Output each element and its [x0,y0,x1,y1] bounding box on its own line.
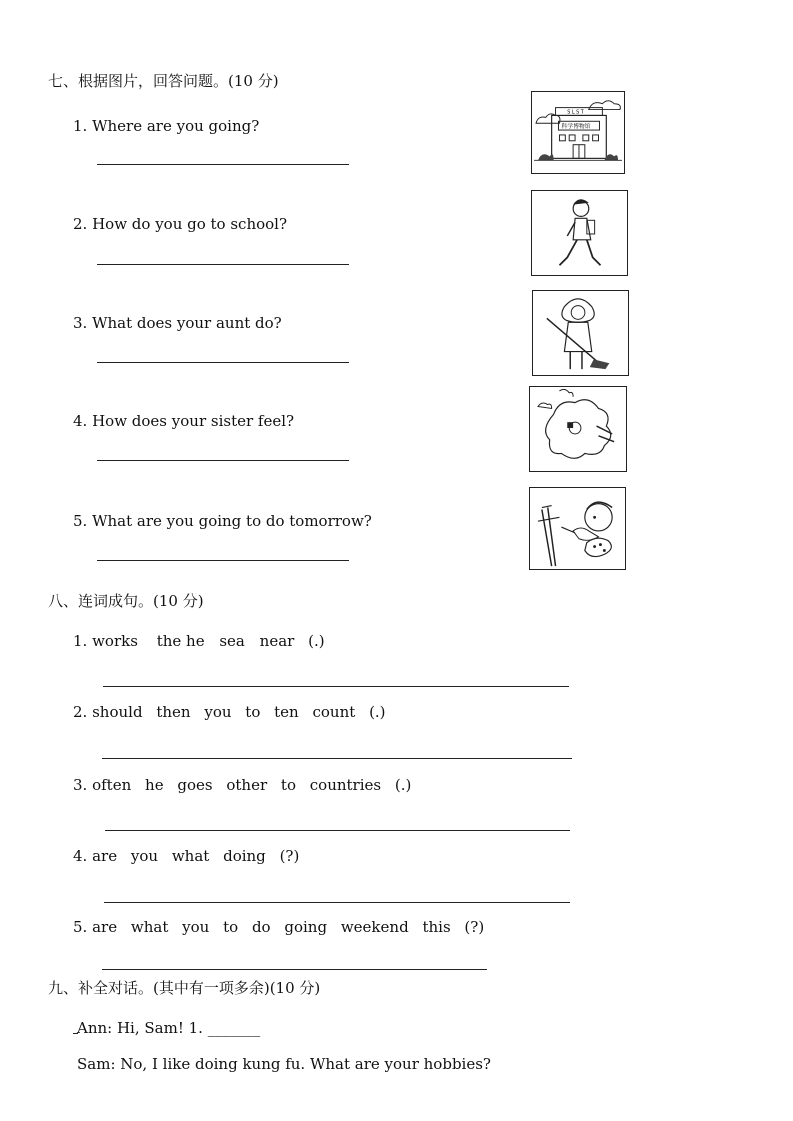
item-number: 2. [73,703,88,721]
dialogue-line-1: Ann: Hi, Sam! 1. _______ [77,1019,261,1037]
sentence-item-2 [73,703,386,721]
answer-line-8-4[interactable] [104,902,570,903]
word: other [226,776,268,794]
word: going [284,918,328,936]
answer-line-1[interactable] [97,164,349,165]
word: this [422,918,451,936]
word: ten [274,703,299,721]
word: works [92,632,138,650]
question-3: 3. What does your aunt do? [73,314,282,332]
answer-line-4[interactable] [97,460,349,461]
answer-line-2[interactable] [97,264,349,265]
school-sign-text: 科学博物馆 [561,124,591,131]
word: goes [177,776,213,794]
angry-girl-icon [530,387,626,471]
word: (.) [369,703,386,721]
dialogue-line-2: Sam: No, I like doing kung fu. What are your hobbies? [77,1055,491,1073]
word: you [130,847,159,865]
sentence-item-4 [73,847,299,865]
answer-line-5[interactable] [97,560,349,561]
school-roof-text: S L S T [567,109,584,116]
word: to [245,703,261,721]
item-number: 1. [73,632,88,650]
word: what [130,918,169,936]
word: weekend [340,918,409,936]
word: the he [156,632,205,650]
dialogue-line-mark [73,1033,78,1034]
word: (?) [464,918,485,936]
question-4: 4. How does your sister feel? [73,412,295,430]
word: near [259,632,295,650]
word: doing [223,847,266,865]
word: then [156,703,191,721]
answer-line-8-1[interactable] [103,686,569,687]
angry-girl-picture [529,386,627,472]
school-building-picture [531,91,625,174]
answer-line-8-2[interactable] [102,758,572,759]
word: should [92,703,143,721]
question-1: 1. Where are you going? [73,117,260,135]
word: often [92,776,132,794]
question-2: 2. How do you go to school? [73,215,288,233]
word: he [145,776,164,794]
word: (?) [279,847,300,865]
word: countries [309,776,382,794]
woman-sweeping-icon [533,291,628,375]
answer-line-3[interactable] [97,362,349,363]
word: you [204,703,232,721]
word: to [280,776,296,794]
walking-boy-picture [531,190,628,276]
word: count [312,703,356,721]
item-number: 4. [73,847,88,865]
word: are [92,847,118,865]
word: you [182,918,210,936]
child-painting-icon [530,488,625,569]
word: are [92,918,118,936]
sentence-item-5 [73,918,484,936]
section-8-heading: 八、连词成句。(10 分) [48,592,204,610]
answer-line-8-3[interactable] [105,830,570,831]
sentence-item-1 [73,632,325,650]
walking-boy-icon [532,191,627,275]
sentence-item-3 [73,776,411,794]
child-painting-picture [529,487,626,570]
question-5: 5. What are you going to do tomorrow? [73,512,372,530]
item-number: 5. [73,918,88,936]
word: do [251,918,271,936]
word: sea [219,632,245,650]
section-7-heading: 七、根据图片，回答问题。(10 分) [48,72,279,90]
word: (.) [394,776,412,794]
answer-line-8-5[interactable] [102,969,487,970]
word: to [223,918,239,936]
word: what [171,847,210,865]
item-number: 3. [73,776,88,794]
word: (.) [308,632,325,650]
section-9-heading: 九、补全对话。(其中有一项多余)(10 分) [48,979,321,997]
woman-sweeping-picture [532,290,629,376]
school-building-icon [532,92,624,173]
